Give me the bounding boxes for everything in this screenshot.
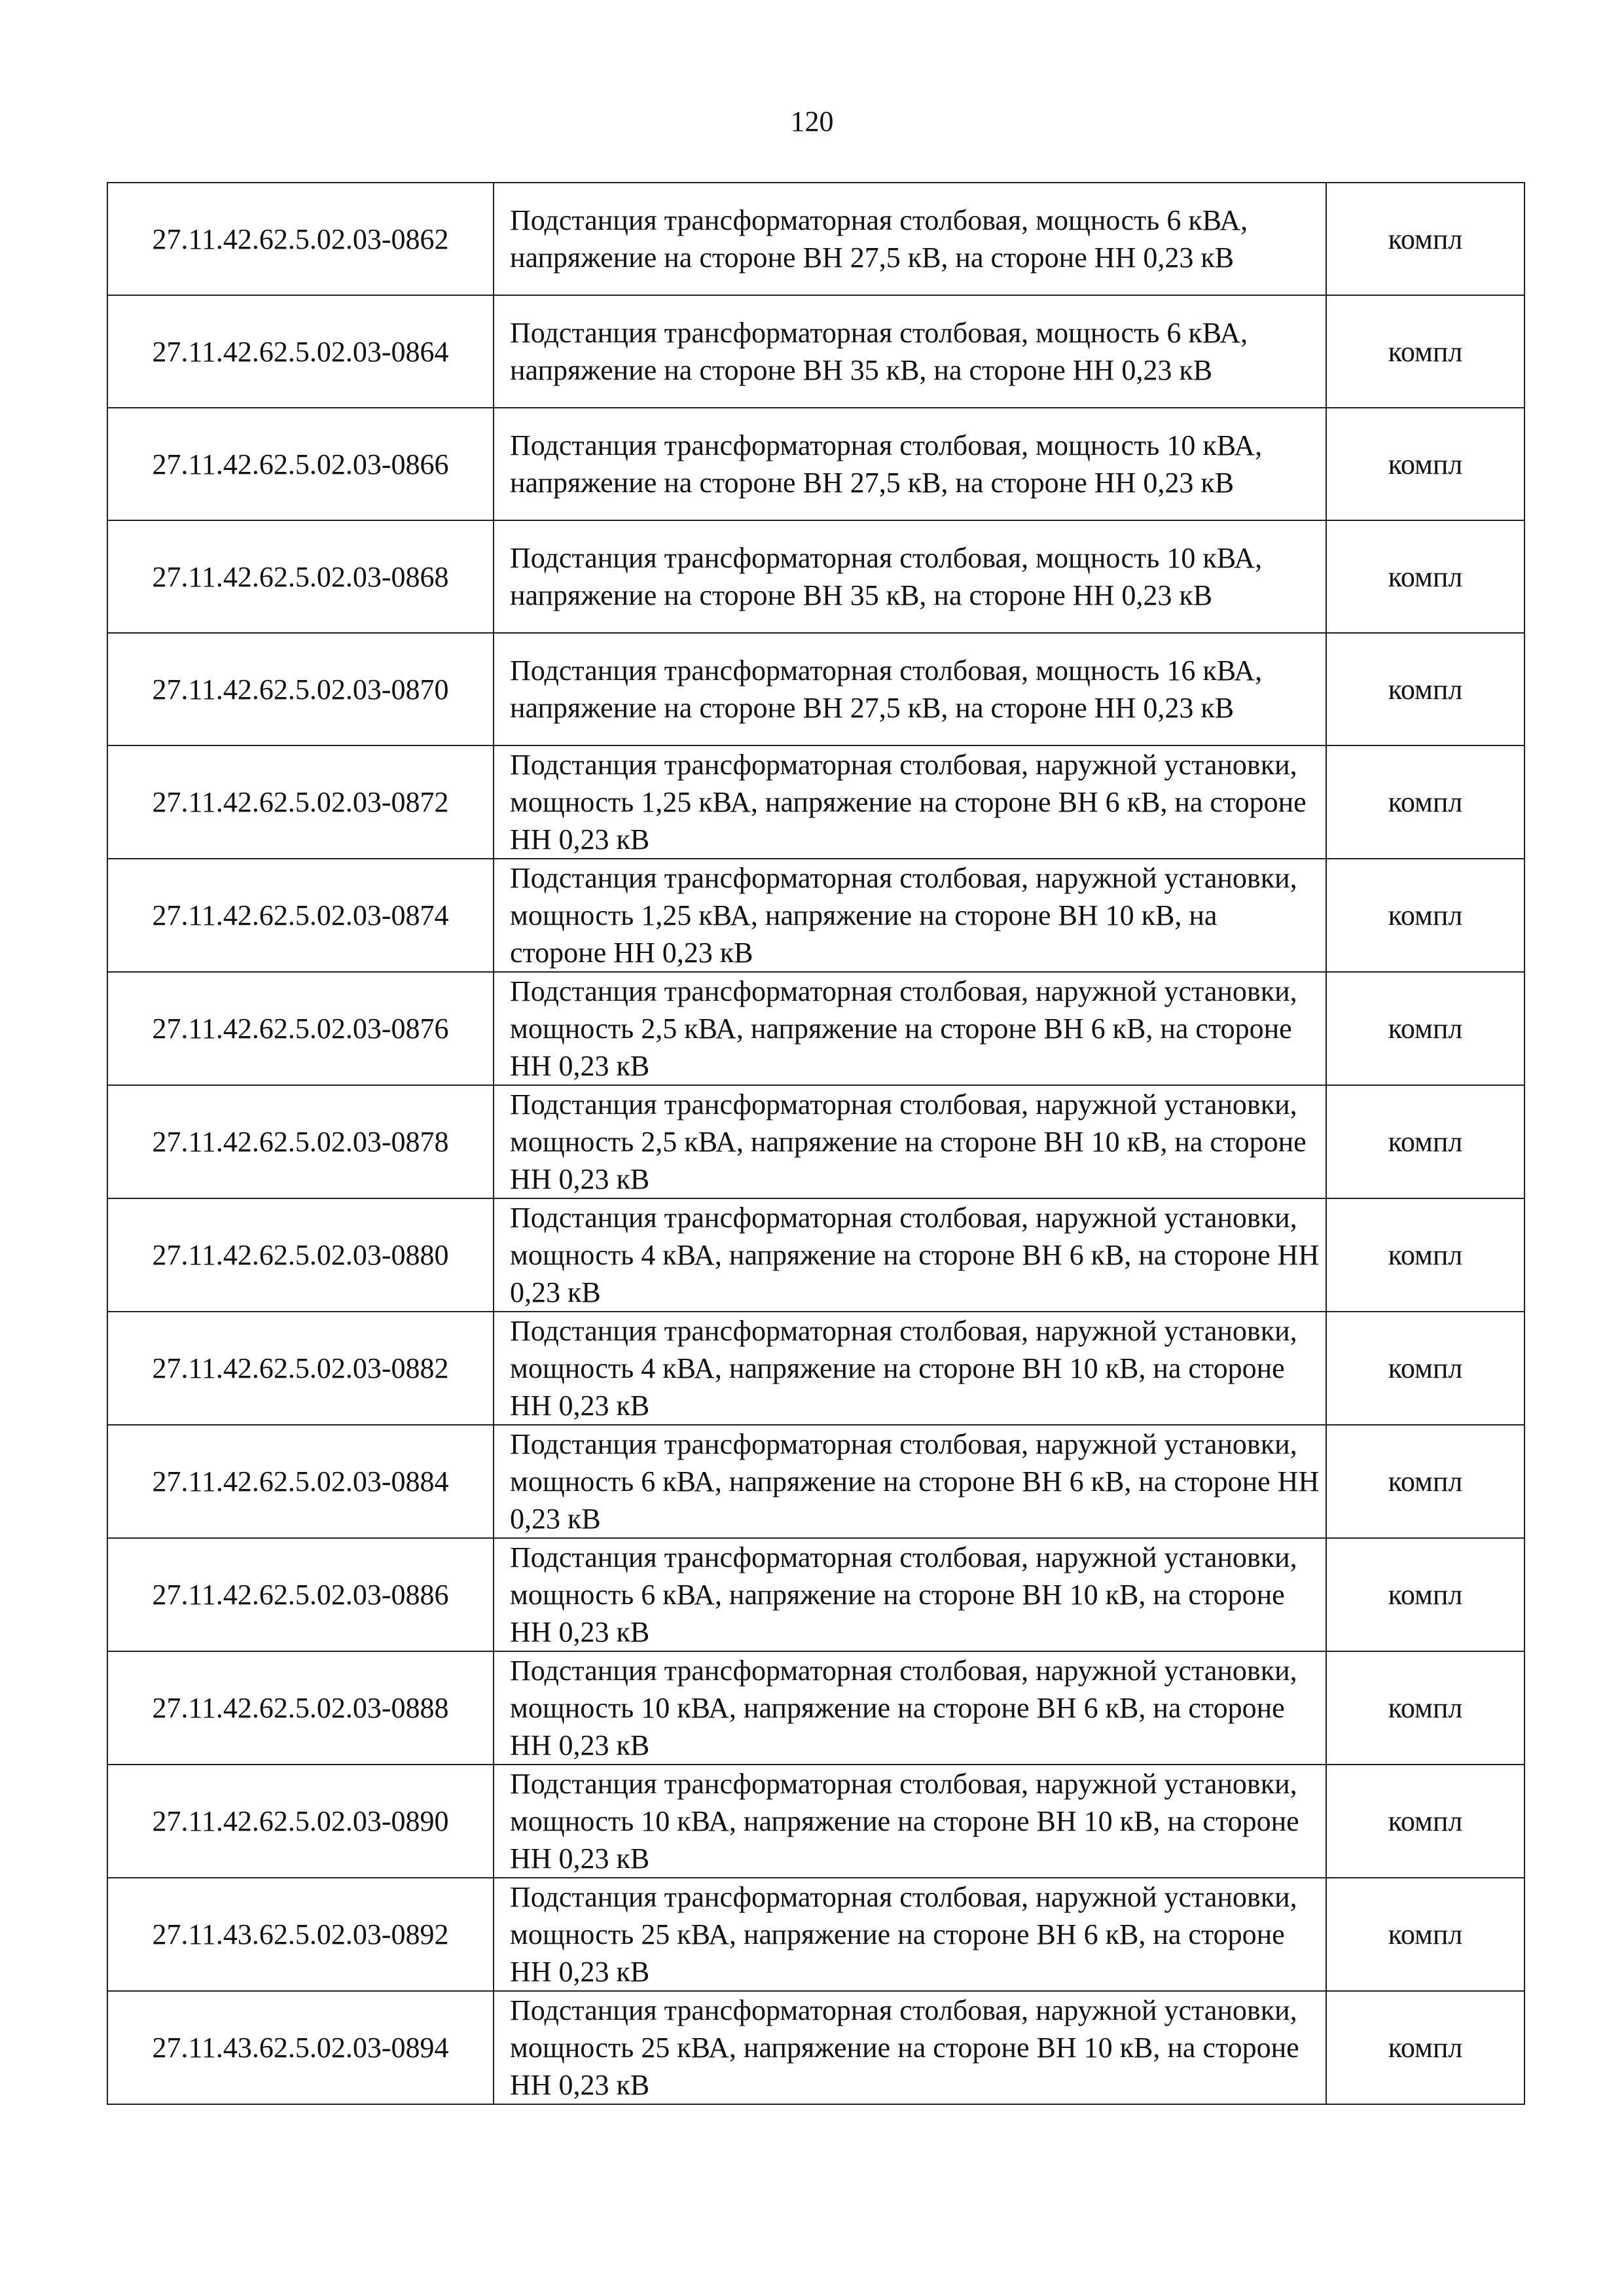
resource-description: Подстанция трансформаторная столбовая, наружной установки, мощность 2,5 кВА, напряжение на стороне ВН 10 кВ, на стороне НН 0,23 кВ bbox=[494, 1085, 1326, 1198]
unit-of-measure: компл bbox=[1326, 1425, 1525, 1538]
table-row bbox=[107, 1878, 1525, 1991]
resource-description: Подстанция трансформаторная столбовая, наружной установки, мощность 4 кВА, напряжение на стороне ВН 10 кВ, на стороне НН 0,23 кВ bbox=[494, 1312, 1326, 1425]
resource-code: 27.11.42.62.5.02.03-0888 bbox=[107, 1651, 494, 1765]
resource-code: 27.11.42.62.5.02.03-0872 bbox=[107, 745, 494, 859]
unit-of-measure: компл bbox=[1326, 972, 1525, 1085]
resource-code: 27.11.42.62.5.02.03-0882 bbox=[107, 1312, 494, 1425]
unit-of-measure: компл bbox=[1326, 859, 1525, 972]
unit-of-measure: компл bbox=[1326, 1312, 1525, 1425]
table-row bbox=[107, 1991, 1525, 2104]
resource-description: Подстанция трансформаторная столбовая, наружной установки, мощность 4 кВА, напряжение на стороне ВН 6 кВ, на стороне НН 0,23 кВ bbox=[494, 1198, 1326, 1312]
resource-description: Подстанция трансформаторная столбовая, мощность 6 кВА, напряжение на стороне ВН 35 кВ, на стороне НН 0,23 кВ bbox=[494, 295, 1326, 408]
table-row bbox=[107, 1765, 1525, 1878]
unit-of-measure: компл bbox=[1326, 1878, 1525, 1991]
resource-code: 27.11.42.62.5.02.03-0880 bbox=[107, 1198, 494, 1312]
resource-description: Подстанция трансформаторная столбовая, наружной установки, мощность 25 кВА, напряжение на стороне ВН 6 кВ, на стороне НН 0,23 кВ bbox=[494, 1878, 1326, 1991]
resource-description: Подстанция трансформаторная столбовая, наружной установки, мощность 25 кВА, напряжение на стороне ВН 10 кВ, на стороне НН 0,23 кВ bbox=[494, 1991, 1326, 2104]
resource-description: Подстанция трансформаторная столбовая, мощность 16 кВА, напряжение на стороне ВН 27,5 кВ, на стороне НН 0,23 кВ bbox=[494, 633, 1326, 745]
resource-description: Подстанция трансформаторная столбовая, наружной установки, мощность 2,5 кВА, напряжение на стороне ВН 6 кВ, на стороне НН 0,23 кВ bbox=[494, 972, 1326, 1085]
unit-of-measure: компл bbox=[1326, 1991, 1525, 2104]
resource-code: 27.11.42.62.5.02.03-0868 bbox=[107, 520, 494, 633]
resource-code: 27.11.42.62.5.02.03-0886 bbox=[107, 1538, 494, 1651]
table-row bbox=[107, 972, 1525, 1085]
resource-code: 27.11.42.62.5.02.03-0864 bbox=[107, 295, 494, 408]
table-row bbox=[107, 1198, 1525, 1312]
resource-code: 27.11.42.62.5.02.03-0878 bbox=[107, 1085, 494, 1198]
resource-description: Подстанция трансформаторная столбовая, наружной установки, мощность 6 кВА, напряжение на стороне ВН 10 кВ, на стороне НН 0,23 кВ bbox=[494, 1538, 1326, 1651]
resource-description: Подстанция трансформаторная столбовая, мощность 6 кВА, напряжение на стороне ВН 27,5 кВ, на стороне НН 0,23 кВ bbox=[494, 183, 1326, 295]
resource-description: Подстанция трансформаторная столбовая, наружной установки, мощность 1,25 кВА, напряжение на стороне ВН 10 кВ, на стороне НН 0,23 кВ bbox=[494, 859, 1326, 972]
unit-of-measure: компл bbox=[1326, 1085, 1525, 1198]
table-row bbox=[107, 1651, 1525, 1765]
resource-code: 27.11.42.62.5.02.03-0876 bbox=[107, 972, 494, 1085]
table-row bbox=[107, 1425, 1525, 1538]
resource-description: Подстанция трансформаторная столбовая, мощность 10 кВА, напряжение на стороне ВН 35 кВ, на стороне НН 0,23 кВ bbox=[494, 520, 1326, 633]
unit-of-measure: компл bbox=[1326, 1538, 1525, 1651]
resource-code: 27.11.42.62.5.02.03-0890 bbox=[107, 1765, 494, 1878]
unit-of-measure: компл bbox=[1326, 408, 1525, 520]
table-row bbox=[107, 520, 1525, 633]
resource-description: Подстанция трансформаторная столбовая, наружной установки, мощность 10 кВА, напряжение на стороне ВН 6 кВ, на стороне НН 0,23 кВ bbox=[494, 1651, 1326, 1765]
resource-code: 27.11.42.62.5.02.03-0862 bbox=[107, 183, 494, 295]
unit-of-measure: компл bbox=[1326, 745, 1525, 859]
unit-of-measure: компл bbox=[1326, 295, 1525, 408]
table-row bbox=[107, 859, 1525, 972]
resource-description: Подстанция трансформаторная столбовая, наружной установки, мощность 1,25 кВА, напряжение на стороне ВН 6 кВ, на стороне НН 0,23 кВ bbox=[494, 745, 1326, 859]
page-number: 120 bbox=[790, 105, 834, 137]
resource-code: 27.11.43.62.5.02.03-0894 bbox=[107, 1991, 494, 2104]
resource-description: Подстанция трансформаторная столбовая, наружной установки, мощность 6 кВА, напряжение на стороне ВН 6 кВ, на стороне НН 0,23 кВ bbox=[494, 1425, 1326, 1538]
table-row bbox=[107, 408, 1525, 520]
table-row bbox=[107, 183, 1525, 295]
resource-description: Подстанция трансформаторная столбовая, наружной установки, мощность 10 кВА, напряжение на стороне ВН 10 кВ, на стороне НН 0,23 кВ bbox=[494, 1765, 1326, 1878]
unit-of-measure: компл bbox=[1326, 1198, 1525, 1312]
unit-of-measure: компл bbox=[1326, 633, 1525, 745]
table-row bbox=[107, 1085, 1525, 1198]
resource-code: 27.11.42.62.5.02.03-0870 bbox=[107, 633, 494, 745]
unit-of-measure: компл bbox=[1326, 183, 1525, 295]
table-row bbox=[107, 1312, 1525, 1425]
resource-table bbox=[107, 182, 1525, 2105]
resource-code: 27.11.42.62.5.02.03-0866 bbox=[107, 408, 494, 520]
resource-description: Подстанция трансформаторная столбовая, мощность 10 кВА, напряжение на стороне ВН 27,5 кВ, на стороне НН 0,23 кВ bbox=[494, 408, 1326, 520]
table-row bbox=[107, 745, 1525, 859]
table-row bbox=[107, 1538, 1525, 1651]
unit-of-measure: компл bbox=[1326, 1765, 1525, 1878]
table-row bbox=[107, 295, 1525, 408]
unit-of-measure: компл bbox=[1326, 1651, 1525, 1765]
resource-code: 27.11.42.62.5.02.03-0884 bbox=[107, 1425, 494, 1538]
table-row bbox=[107, 633, 1525, 745]
resource-code: 27.11.43.62.5.02.03-0892 bbox=[107, 1878, 494, 1991]
unit-of-measure: компл bbox=[1326, 520, 1525, 633]
resource-code: 27.11.42.62.5.02.03-0874 bbox=[107, 859, 494, 972]
